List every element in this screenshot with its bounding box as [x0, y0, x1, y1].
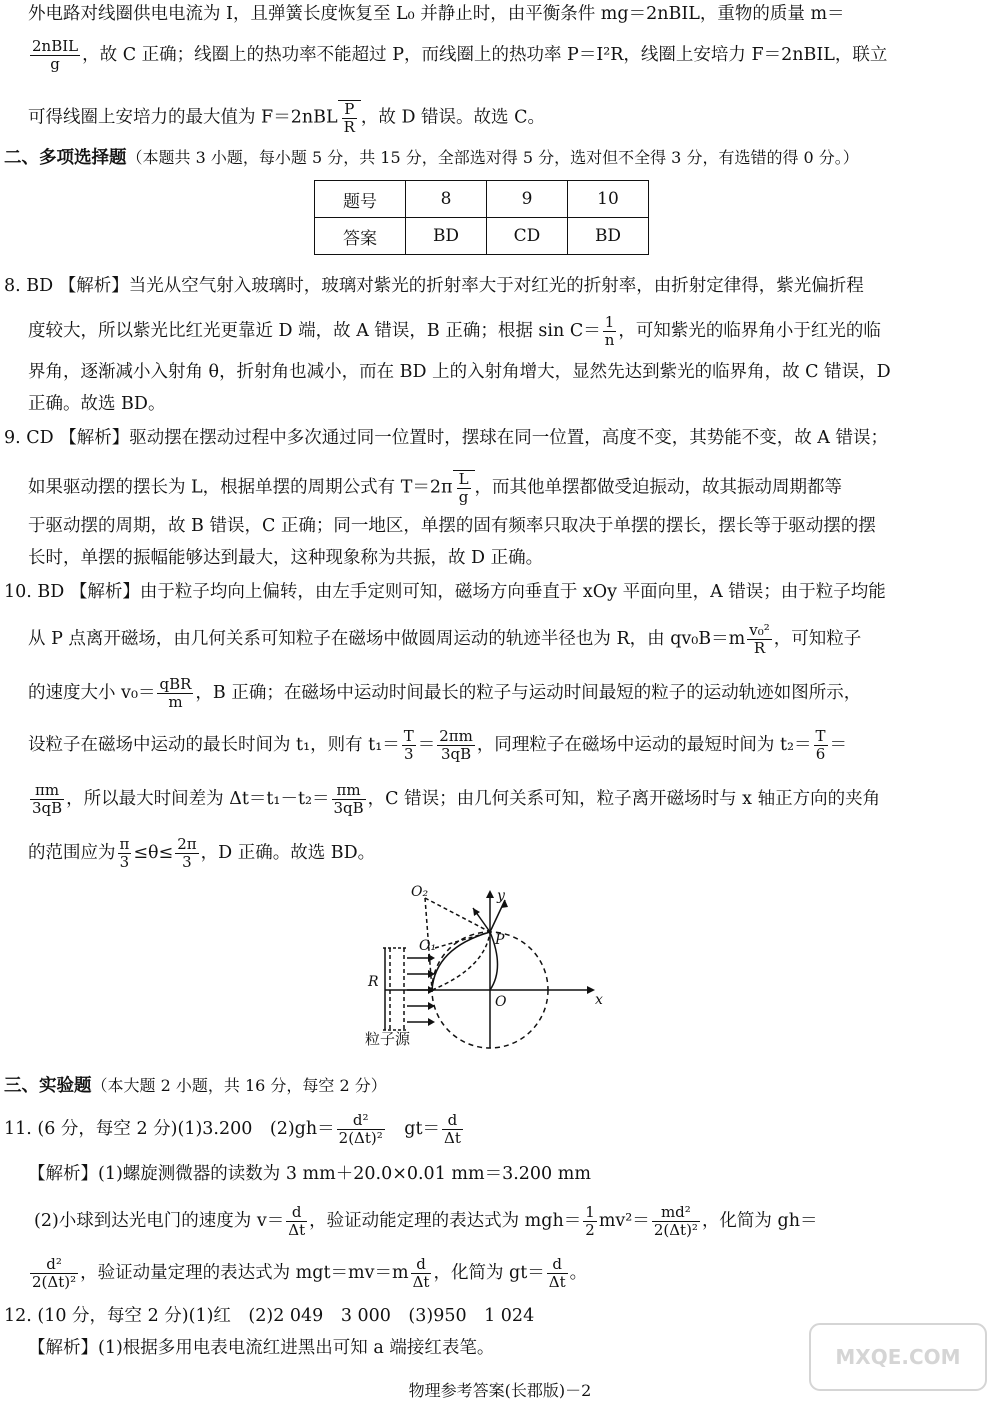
table-cell: BD	[568, 218, 649, 255]
q8-line: 正确。故选 BD。	[28, 394, 166, 414]
label-p: P	[495, 932, 505, 948]
section-heading: 二、多项选择题（本题共 3 小题，每小题 5 分，共 15 分，全部选对得 5 分，选对但不全得 3 分，有选错的得 0 分。）	[4, 148, 859, 168]
q11-line: 11. (6 分，每空 2 分)(1)3.200 (2)gh＝ $\frac{\text{d²}}{\text{2(Δt)²}}$ gt＝ $\frac{d}{\Delta t}$	[4, 1111, 461, 1147]
trajectory-long	[432, 932, 490, 990]
text-line: 可得线圈上安培力的最大值为 F＝2nBL $\frac{P}{R}$ ，故 D 错误。故选 C。	[28, 100, 545, 136]
label-y: y	[497, 888, 505, 904]
q12-line: 12. (10 分，每空 2 分)(1)红 (2)2 049 3 000 (3)950 1 024	[4, 1306, 535, 1326]
q8-line: 8. BD 【解析】当光从空气射入玻璃时，玻璃对紫光的折射率大于对红光的折射率，由折射定律得，紫光偏折程	[4, 276, 864, 296]
q11-line: (2)小球到达光电门的速度为 v＝ $\frac{d}{\Delta t}$ ，验证动能定理的表达式为 mgh＝ $\frac{1}{2}$ mv²＝ $\frac{\text{md²}}{\text{2(Δt)²}}$ ，化简为 gh＝	[34, 1203, 818, 1239]
table-header: 题号	[315, 181, 406, 218]
answer-table	[314, 180, 649, 255]
page-footer: 物理参考答案(长郡版)－2	[408, 1381, 592, 1400]
q10-line: 的速度大小 v₀＝ $\frac{\text{qBR}}{m}$ ，B 正确；在磁场中运动时间最长的粒子与运动时间最短的粒子的运动轨迹如图所示，	[28, 675, 862, 711]
svg-text:MXQE.COM: MXQE.COM	[835, 1345, 961, 1369]
label-o2: O₂	[411, 884, 429, 900]
incoming-arrows	[407, 954, 435, 1026]
label-o1: O₁	[419, 938, 437, 954]
text-line: $\frac{\text{2nBIL}}{g}$ ，故 C 正确；线圈上的热功率不能超过 P，而线圈上的热功率 P＝I²R，线圈上安培力 F＝2nBIL，联立	[32, 37, 888, 73]
q9-line: 长时，单摆的振幅能够达到最大，这种现象称为共振，故 D 正确。	[28, 548, 544, 568]
q9-line: 如果驱动摆的摆长为 L，根据单摆的周期公式有 T＝2π $\frac{L}{g}$ ，而其他单摆都做受迫振动，故其振动周期都等	[28, 470, 843, 506]
label-r: R	[368, 974, 379, 990]
table-header: 答案	[315, 218, 406, 255]
table-cell: 8	[406, 181, 487, 218]
q10-line: 设粒子在磁场中运动的最长时间为 t₁，则有 t₁＝ $\frac{T}{3}$ ＝ $\frac{2\pi m}{3qB}$ ，同理粒子在磁场中运动的最短时间为 t₂＝ $\frac{T}{6}$ ＝	[28, 727, 848, 763]
label-x: x	[595, 992, 603, 1008]
sqrt: $\frac{P}{R}$	[338, 100, 361, 136]
table-cell: BD	[406, 218, 487, 255]
fraction: $\frac{\text{2nBIL}}{g}$	[32, 37, 79, 73]
q9-line: 9. CD 【解析】驱动摆在摆动过程中多次通过同一位置时，摆球在同一位置，高度不变，其势能不变，故 A 错误；	[4, 428, 889, 448]
table-cell: CD	[487, 218, 568, 255]
q10-line: 从 P 点离开磁场，由几何关系可知粒子在磁场中做圆周运动的轨迹半径也为 R，由 qv₀B＝m $\frac{\text{v₀²}}{R}$ ，可知粒子	[28, 621, 862, 657]
label-origin: O	[495, 994, 507, 1010]
section-heading: 三、实验题（本大题 2 小题，共 16 分，每空 2 分）	[4, 1076, 387, 1096]
table-cell: 10	[568, 181, 649, 218]
particle-trajectory-figure	[355, 878, 615, 1053]
q12-line: 【解析】(1)根据多用电表电流红进黑出可知 a 端接红表笔。	[28, 1338, 495, 1358]
q10-line: 10. BD 【解析】由于粒子均向上偏转，由左手定则可知，磁场方向垂直于 xOy 平面向里，A 错误；由于粒子均能	[4, 582, 886, 602]
table-cell: 9	[487, 181, 568, 218]
figure-caption: 粒子源	[365, 1030, 411, 1048]
q9-line: 于驱动摆的周期，故 B 错误，C 正确；同一地区，单摆的固有频率只取决于单摆的摆长，摆长等于驱动摆的摆	[28, 516, 876, 536]
q8-line: 度较大，所以紫光比红光更靠近 D 端，故 A 错误，B 正确；根据 sin C＝ $\frac{1}{n}$ ，可知紫光的临界角小于红光的临	[28, 313, 881, 349]
text-line: 外电路对线圈供电电流为 I，且弹簧长度恢复至 L₀ 并静止时，由平衡条件 mg＝2nBIL，重物的质量 m＝	[28, 4, 845, 24]
q11-line: 【解析】(1)螺旋测微器的读数为 3 mm＋20.0×0.01 mm＝3.200 mm	[28, 1164, 591, 1184]
q8-line: 界角，逐渐减小入射角 θ，折射角也减小，而在 BD 上的入射角增大，显然先达到紫光的临界角，故 C 错误，D	[28, 362, 891, 382]
q11-line: $\frac{\text{d²}}{\text{2(Δt)²}}$ ，验证动量定理的表达式为 mgt＝mv＝m $\frac{d}{\Delta t}$ ，化简为 gt＝ $\frac{d}{\Delta t}$ 。	[32, 1255, 588, 1291]
q10-line: $\frac{\pi m}{3qB}$ ，所以最大时间差为 Δt＝t₁－t₂＝ $\frac{\pi m}{3qB}$ ，C 错误；由几何关系可知，粒子离开磁场时与 x 轴正方向的夹角	[32, 781, 881, 817]
trajectory-short	[432, 932, 490, 990]
q10-line: 的范围应为 $\frac{\pi}{3}$ ≤θ≤ $\frac{2\pi}{3}$ ，D 正确。故选 BD。	[28, 835, 376, 871]
